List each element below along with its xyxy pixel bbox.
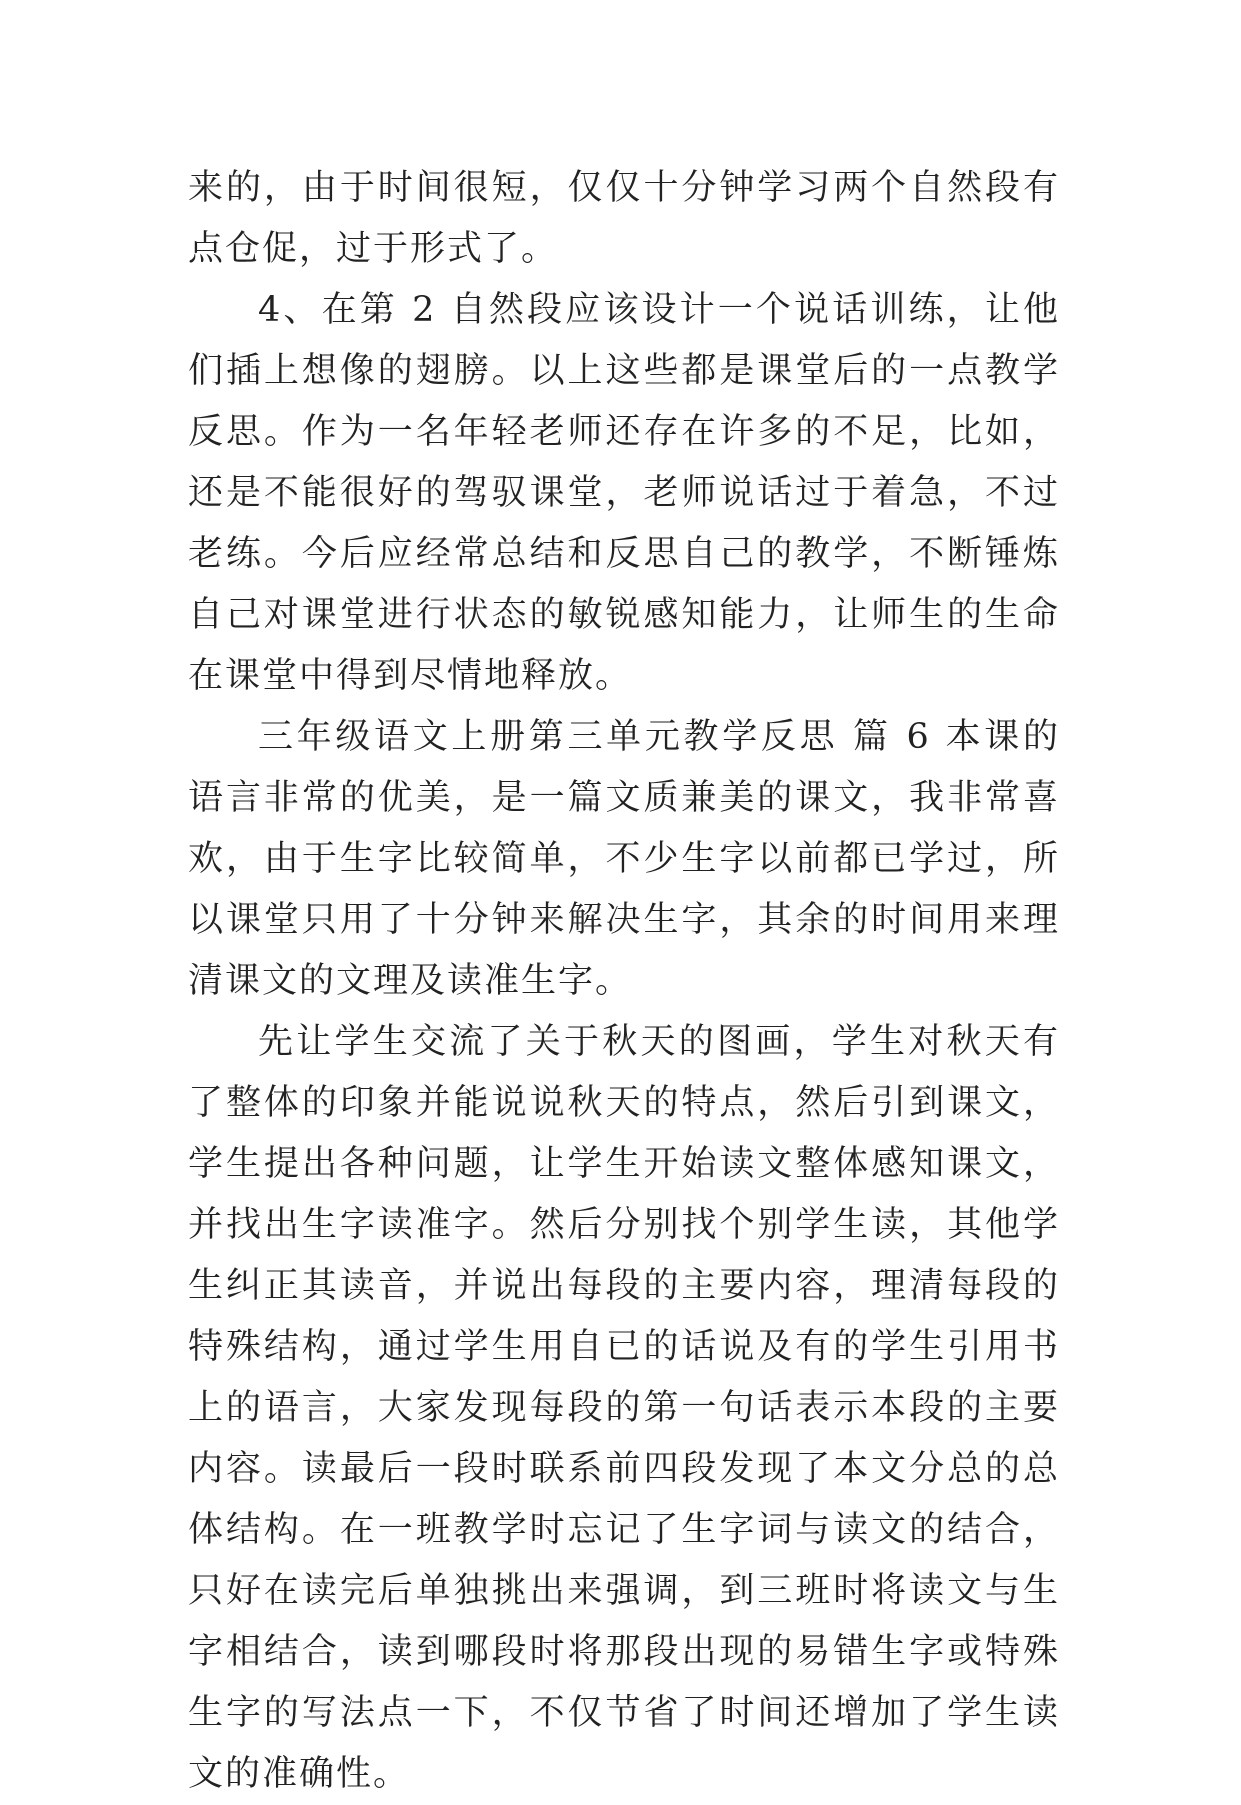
paragraph-1: 来的，由于时间很短，仅仅十分钟学习两个自然段有点仓促，过于形式了。 [188,168,1060,269]
body-text [188,158,1060,1805]
paragraph-2: 4、在第 2 自然段应该设计一个说话训练，让他们插上想像的翅膀。以上这些都是课堂后的一点教学反思。作为一名年轻老师还存在许多的不足，比如，还是不能很好的驾驭课堂，老师说话过于着急，不过老练。今后应经常总结和反思自己的教学，不断锤炼自己对课堂进行状态的敏锐感知能力，让师生的生命在课堂中得到尽情地释放。 [188,290,1060,696]
paragraph-4: 先让学生交流了关于秋天的图画，学生对秋天有了整体的印象并能说说秋天的特点，然后引到课文，学生提出各种问题，让学生开始读文整体感知课文，并找出生字读准字。然后分别找个别学生读，其他学生纠正其读音，并说出每段的主要内容，理清每段的特殊结构，通过学生用自已的话说及有的学生引用书上的语言，大家发现每段的第一句话表示本段的主要内容。读最后一段时联系前四段发现了本文分总的总体结构。在一班教学时忘记了生字词与读文的结合，只好在读完后单独挑出来强调，到三班时将读文与生字相结合，读到哪段时将那段出现的易错生字或特殊生字的写法点一下，不仅节省了时间还增加了学生读文的准确性。 [188,1022,1060,1794]
paragraph-3: 三年级语文上册第三单元教学反思 篇 6 本课的语言非常的优美，是一篇文质兼美的课文，我非常喜欢，由于生字比较简单，不少生字以前都已学过，所以课堂只用了十分钟来解决生字，其余的时间用来理清课文的文理及读准生字。 [188,717,1060,1001]
